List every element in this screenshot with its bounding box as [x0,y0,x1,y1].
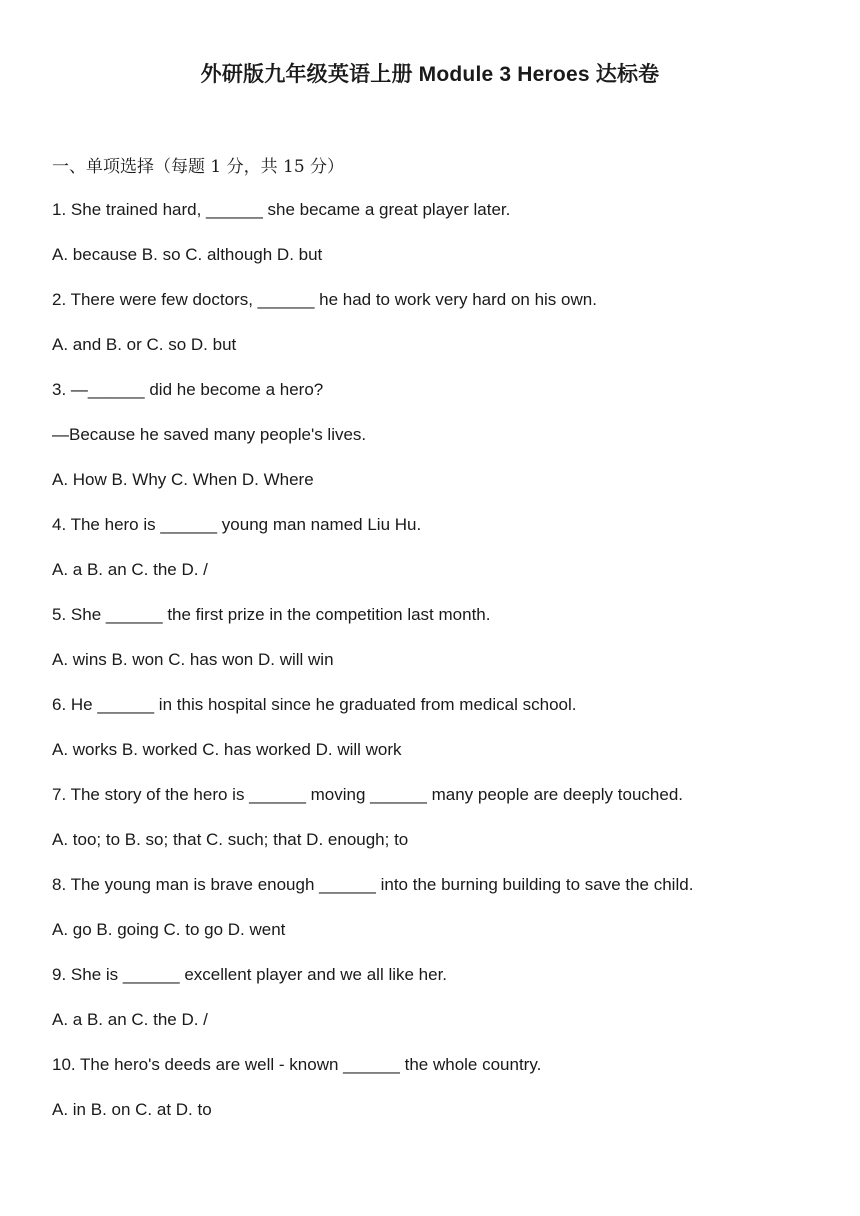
question-7-options: A. too; to B. so; that C. such; that D. enough; to [52,830,409,849]
question-3-options: A. How B. Why C. When D. Where [52,470,314,489]
question-2: 2. There were few doctors, ______ he had to work very hard on his own. [52,290,597,309]
question-9: 9. She is ______ excellent player and we all like her. [52,965,448,984]
question-8: 8. The young man is brave enough ______ into the burning building to save the child. [52,875,694,894]
question-5: 5. She ______ the first prize in the competition last month. [52,605,491,624]
question-3-response: —Because he saved many people's lives. [52,425,367,444]
question-list [52,196,842,1141]
question-7: 7. The story of the hero is ______ moving ______ many people are deeply touched. [52,785,684,804]
question-6-options: A. works B. worked C. has worked D. will work [52,740,402,759]
question-10: 10. The hero's deeds are well - known ______ the whole country. [52,1055,542,1074]
question-9-options: A. a B. an C. the D. / [52,1010,208,1029]
question-8-options: A. go B. going C. to go D. went [52,920,286,939]
question-3: 3. —______ did he become a hero? [52,380,324,399]
question-1-options: A. because B. so C. although D. but [52,245,323,264]
question-2-options: A. and B. or C. so D. but [52,335,237,354]
question-5-options: A. wins B. won C. has won D. will win [52,650,334,669]
question-4-options: A. a B. an C. the D. / [52,560,208,579]
question-6: 6. He ______ in this hospital since he graduated from medical school. [52,695,577,714]
section-heading: 一、单项选择（每题 1 分，共 15 分） [52,157,345,177]
question-4: 4. The hero is ______ young man named Liu Hu. [52,515,422,534]
document-title: 外研版九年级英语上册 Module 3 Heroes 达标卷 [200,63,660,86]
question-1: 1. She trained hard, ______ she became a great player later. [52,200,511,219]
question-10-options: A. in B. on C. at D. to [52,1100,212,1119]
